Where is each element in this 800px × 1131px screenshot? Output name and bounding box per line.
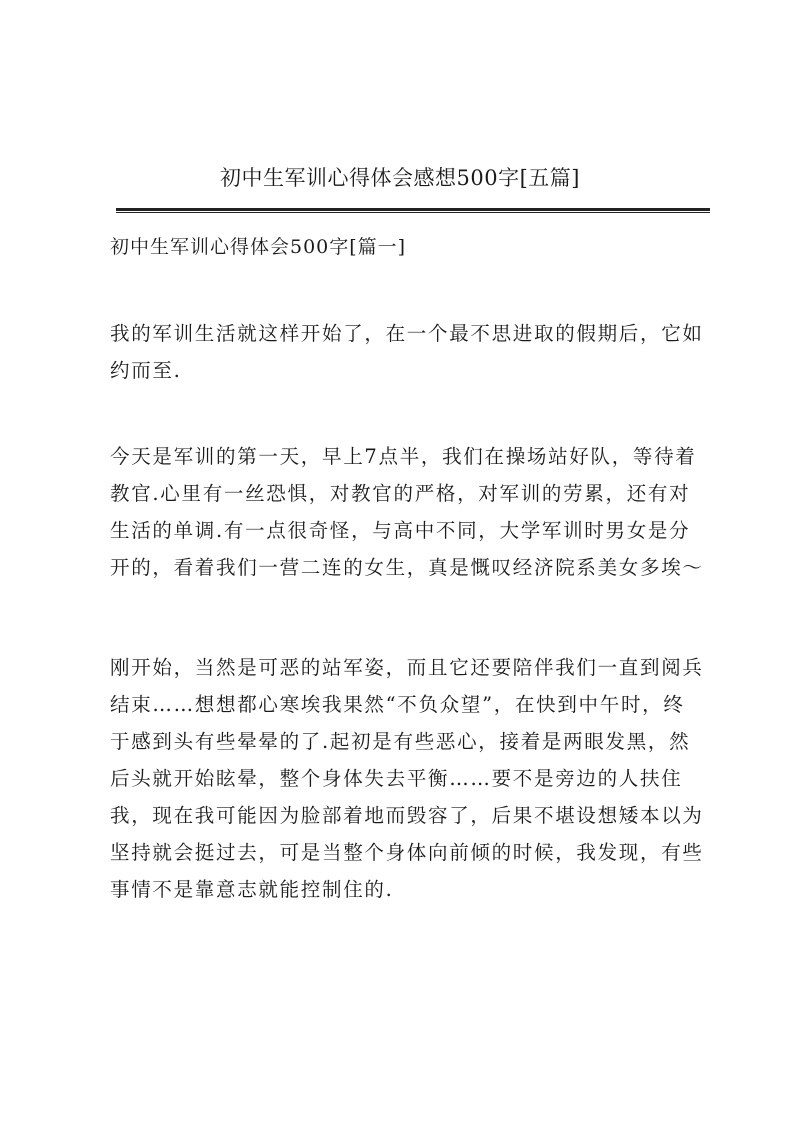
paragraph-line: 我的军训生活就这样开始了，在一个最不思进取的假期后，它如: [110, 322, 704, 345]
paragraph-line: 于感到头有些晕晕的了.起初是有些恶心，接着是两眼发黑，然: [110, 730, 691, 753]
paragraph-line: 结束……想想都心寒埃我果然“不负众望”，在快到中午时，终: [110, 693, 685, 716]
paragraph-line: 开的，看着我们一营二连的女生，真是慨叹经济院系美女多埃～: [110, 556, 704, 579]
paragraph-line: 我，现在我可能因为脸部着地而毁容了，后果不堪设想矮本以为: [110, 804, 704, 827]
paragraph-line: 事情不是靠意志就能控制住的.: [110, 878, 394, 901]
paragraph-3: [110, 649, 710, 908]
paragraph-line: 刚开始，当然是可恶的站军姿，而且它还要陪伴我们一直到阅兵: [110, 656, 704, 679]
paragraph-1: [110, 315, 710, 389]
paragraph-line: 教官.心里有一丝恐惧，对教官的严格，对军训的劳累，还有对: [110, 482, 691, 505]
title-divider: [116, 208, 710, 213]
document-title: 初中生军训心得体会感想500字[五篇]: [220, 166, 580, 190]
paragraph-line: 坚持就会挺过去，可是当整个身体向前倾的时候，我发现，有些: [110, 841, 704, 864]
section-heading: 初中生军训心得体会500字[篇一]: [110, 236, 407, 258]
paragraph-line: 约而至.: [110, 359, 182, 382]
paragraph-line: 生活的单调.有一点很奇怪，与高中不同，大学军训时男女是分: [110, 519, 691, 542]
paragraph-2: [110, 438, 710, 586]
paragraph-line: 后头就开始眩晕，整个身体失去平衡……要不是旁边的人扶住: [110, 767, 683, 790]
paragraph-line: 今天是军训的第一天，早上7点半，我们在操场站好队，等待着: [110, 445, 697, 468]
